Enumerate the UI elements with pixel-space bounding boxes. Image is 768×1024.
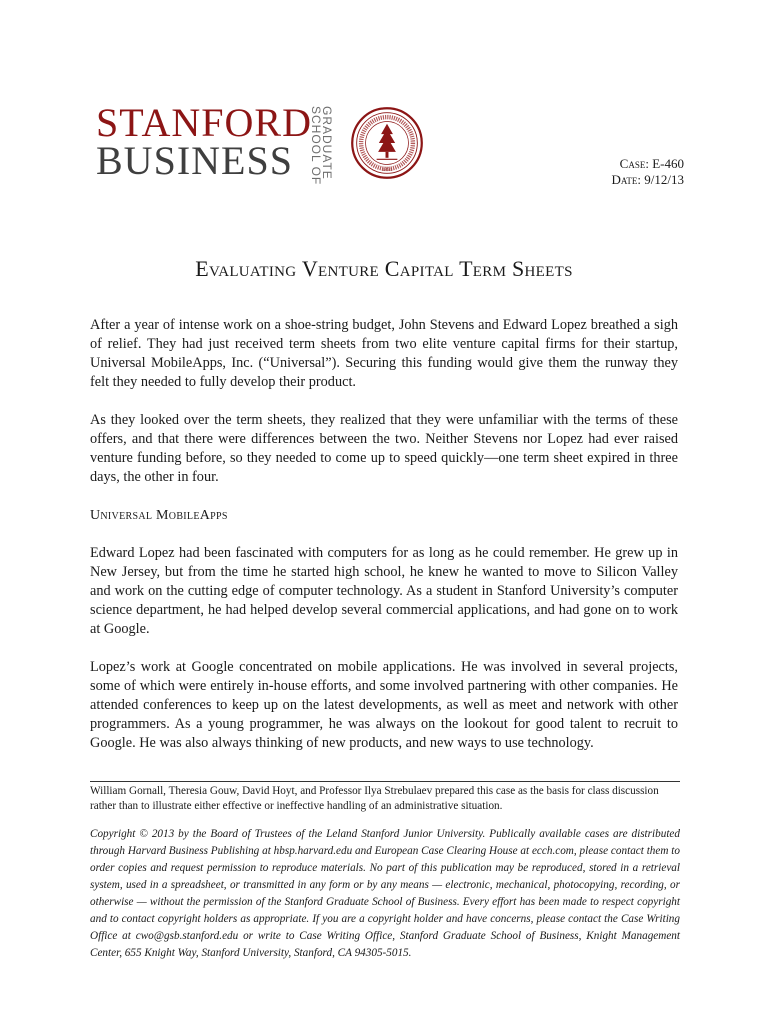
logo-stanford-text: STANFORD (96, 100, 312, 145)
date-label: Date: (611, 172, 642, 187)
logo-vertical-text (310, 106, 344, 184)
seal-year: 1891 (381, 167, 393, 174)
section-heading: Universal MobileApps (90, 508, 228, 523)
paragraph: After a year of intense work on a shoe-string budget, John Stevens and Edward Lopez breathed a sigh of relief. They had just received term sheets from two elite venture capital firms for their startup, Universal MobileApps, Inc. (“Universal”). Securing this funding would give them the runway they felt they needed to fully develop their product. (90, 317, 678, 390)
date-row (612, 172, 684, 188)
document-title: Evaluating Venture Capital Term Sheets (195, 256, 573, 281)
stanford-gsb-logo (96, 100, 436, 194)
case-value: E-460 (652, 156, 684, 171)
case-label: Case: (619, 156, 649, 171)
document-body (90, 316, 678, 772)
logo-wordmark (96, 100, 312, 183)
logo-school-of-text: SCHOOL OF (309, 106, 323, 186)
date-value: 9/12/13 (644, 172, 684, 187)
paragraph: Edward Lopez had been fascinated with computers for as long as he could remember. He grew up in New Jersey, but from the time he started high school, he knew he wanted to move to Silicon Valley and work on the cutting edge of computer technology. As a student in Stanford University’s computer science department, he had helped develop several commercial applications, and had gone on to work at Google. (90, 545, 678, 637)
case-number-row (612, 156, 684, 172)
footnote-divider (90, 781, 680, 782)
stanford-seal-icon (350, 106, 424, 180)
copyright-notice: Copyright © 2013 by the Board of Trustees of the Leland Stanford Junior University. Publically available cases are distributed through Harvard Business Publishing at hbsp.harvard.edu and European Case Clearing House at ecch.com, please contact them to order copies and request permission to reproduce materials. No part of this publication may be reproduced, stored in a retrieval system, used in a spreadsheet, or transmitted in any form or by any means — electronic, mechanical, photocopying, recording, or otherwise — without the permission of the Stanford Graduate School of Business. Every effort has been made to respect copyright and to contact copyright holders as appropriate. If you are a copyright holder and have concerns, please contact the Case Writing Office at cwo@gsb.stanford.edu or write to Case Writing Office, Stanford Graduate School of Business, Knight Management Center, 655 Knight Way, Stanford University, Stanford, CA 94305-5015. (90, 828, 680, 959)
author-footnote: William Gornall, Theresia Gouw, David Hoyt, and Professor Ilya Strebulaev prepared this case as the basis for class discussion rather than to illustrate either effective or ineffective handling of an administrative situation. (90, 785, 659, 812)
case-info (612, 156, 684, 188)
logo-business-text: BUSINESS (96, 138, 293, 183)
logo-graduate-text: GRADUATE (320, 106, 334, 180)
paragraph: Lopez’s work at Google concentrated on mobile applications. He was involved in several projects, some of which were entirely in-house efforts, and some involved partnering with other companies. He attended conferences to keep up on the latest developments, as well as meet and network with other programmers. As a young programmer, he was always on the lookout for good talent to recruit to Google. He was also always thinking of new products, and new ways to use technology. (90, 659, 678, 751)
paragraph: As they looked over the term sheets, they realized that they were unfamiliar with the terms of these offers, and that there were differences between the two. Neither Stevens nor Lopez had ever raised venture funding before, so they needed to come up to speed quickly—one term sheet expired in three days, the other in four. (90, 412, 678, 485)
